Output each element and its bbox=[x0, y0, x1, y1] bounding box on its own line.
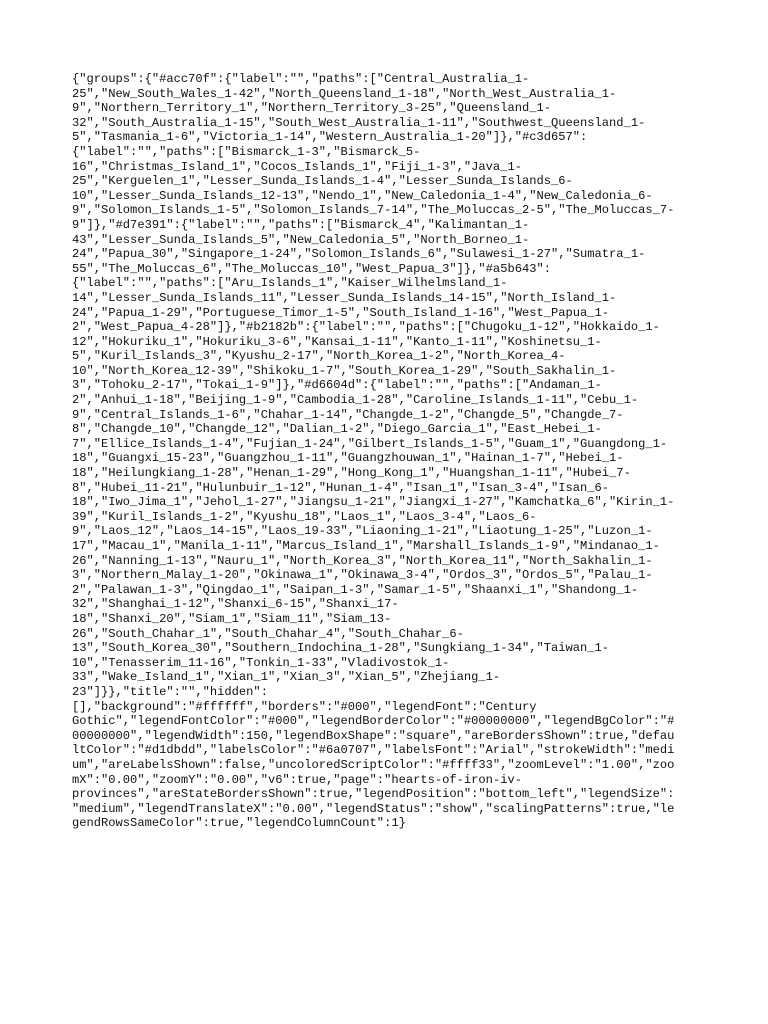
text-line: 32","Shanghai_1-12","Shanxi_6-15","Shanxi_17- bbox=[72, 597, 399, 612]
text-line: 8","Changde_10","Changde_12","Dalian_1-2","Diego_Garcia_1","East_Hebei_1- bbox=[72, 422, 602, 437]
text-line: 9","Northern_Territory_1","Northern_Territory_3-25","Queensland_1- bbox=[72, 101, 551, 116]
text-line: 55","The_Moluccas_6","The_Moluccas_10","West_Papua_3"]},"#a5b643": bbox=[72, 261, 551, 276]
text-line: 2","Anhui_1-18","Beijing_1-9","Cambodia_1-28","Caroline_Islands_1-11","Cebu_1- bbox=[72, 393, 639, 408]
text-line: 32","South_Australia_1-15","South_West_Australia_1-11","Southwest_Queensland_1- bbox=[72, 115, 646, 130]
text-line: [],"background":"#ffffff","borders":"#000","legendFont":"Century bbox=[72, 699, 537, 714]
text-line: 3","Northern_Malay_1-20","Okinawa_1","Okinawa_3-4","Ordos_3","Ordos_5","Palau_1- bbox=[72, 568, 653, 583]
text-line: 7","Ellice_Islands_1-4","Fujian_1-24","Gilbert_Islands_1-5","Guam_1","Guangdong_1- bbox=[72, 436, 668, 451]
text-line: 18","Guangxi_15-23","Guangzhou_1-11","Guangzhouwan_1","Hainan_1-7","Hebei_1- bbox=[72, 451, 624, 466]
text-line: ltColor":"#d1dbdd","labelsColor":"#6a0707","labelsFont":"Arial","strokeWidth":"medi bbox=[72, 743, 675, 758]
text-line: 10","Lesser_Sunda_Islands_12-13","Nendo_1","New_Caledonia_1-4","New_Caledonia_6- bbox=[72, 188, 653, 203]
text-line: 25","Kerguelen_1","Lesser_Sunda_Islands_1-4","Lesser_Sunda_Islands_6- bbox=[72, 174, 573, 189]
text-line: 2","Palawan_1-3","Qingdao_1","Saipan_1-3","Samar_1-5","Shaanxi_1","Shandong_1- bbox=[72, 582, 639, 597]
text-line: um","areLabelsShown":false,"uncoloredScriptColor":"#ffff33","zoomLevel":"1.00","zoo bbox=[72, 757, 675, 772]
text-line: 14","Lesser_Sunda_Islands_11","Lesser_Sunda_Islands_14-15","North_Island_1- bbox=[72, 290, 617, 305]
text-line: 24","Papua_1-29","Portuguese_Timor_1-5","South_Island_1-16","West_Papua_1- bbox=[72, 305, 610, 320]
text-line: 17","Macau_1","Manila_1-11","Marcus_Island_1","Marshall_Islands_1-9","Mindanao_1- bbox=[72, 539, 660, 553]
text-line: mX":"0.00","zoomY":"0.00","v6":true,"page":"hearts-of-iron-iv- bbox=[72, 772, 522, 787]
text-line: 8","Hubei_11-21","Hulunbuir_1-12","Hunan_1-4","Isan_1","Isan_3-4","Isan_6- bbox=[72, 480, 610, 495]
text-line: 9","Solomon_Islands_1-5","Solomon_Islands_7-14","The_Moluccas_2-5","The_Moluccas_7- bbox=[72, 203, 675, 218]
text-line: 5","Kuril_Islands_3","Kyushu_2-17","North_Korea_1-2","North_Korea_4- bbox=[72, 349, 566, 364]
text-line: 5","Tasmania_1-6","Victoria_1-14","Western_Australia_1-20"]},"#c3d657": bbox=[72, 130, 588, 145]
text-line: 10","North_Korea_12-39","Shikoku_1-7","South_Korea_1-29","South_Sakhalin_1- bbox=[72, 363, 617, 378]
text-line: 9","Laos_12","Laos_14-15","Laos_19-33","Liaoning_1-21","Liaotung_1-25","Luzon_1- bbox=[72, 524, 653, 539]
text-line: {"label":"","paths":["Bismarck_1-3","Bismarck_5- bbox=[72, 144, 421, 159]
text-line: 25","New_South_Wales_1-42","North_Queensland_1-18","North_West_Australia_1- bbox=[72, 86, 617, 101]
text-line: 43","Lesser_Sunda_Islands_5","New_Caledonia_5","North_Borneo_1- bbox=[72, 232, 530, 247]
text-line: {"groups":{"#acc70f":{"label":"","paths":["Central_Australia_1- bbox=[72, 72, 530, 86]
text-line: 18","Heilungkiang_1-28","Henan_1-29","Hong_Kong_1","Huangshan_1-11","Hubei_7- bbox=[72, 466, 631, 481]
text-line: gendRowsSameColor":true,"legendColumnCount":1} bbox=[72, 816, 406, 831]
text-line: 2","West_Papua_4-28"]},"#b2182b":{"label":"","paths":["Chugoku_1-12","Hokkaido_1- bbox=[72, 320, 660, 335]
text-line: 39","Kuril_Islands_1-2","Kyushu_18","Laos_1","Laos_3-4","Laos_6- bbox=[72, 509, 537, 524]
text-line: 9","Central_Islands_1-6","Chahar_1-14","Changde_1-2","Changde_5","Changde_7- bbox=[72, 407, 624, 422]
json-text-block bbox=[72, 72, 702, 831]
text-line: 18","Shanxi_20","Siam_1","Siam_11","Siam_13- bbox=[72, 611, 392, 626]
text-line: {"label":"","paths":["Aru_Islands_1","Kaiser_Wilhelmsland_1- bbox=[72, 276, 508, 291]
text-line: 26","Nanning_1-13","Nauru_1","North_Korea_3","North_Korea_11","North_Sakhalin_1- bbox=[72, 553, 653, 568]
text-line: 33","Wake_Island_1","Xian_1","Xian_3","Xian_5","Zhejiang_1- bbox=[72, 670, 501, 685]
text-line: 13","South_Korea_30","Southern_Indochina_1-28","Sungkiang_1-34","Taiwan_1- bbox=[72, 641, 610, 656]
text-line: 18","Iwo_Jima_1","Jehol_1-27","Jiangsu_1-21","Jiangxi_1-27","Kamchatka_6","Kirin_1- bbox=[72, 495, 675, 510]
text-line: 10","Tenasserim_11-16","Tonkin_1-33","Vladivostok_1- bbox=[72, 655, 450, 670]
text-line: 3","Tohoku_2-17","Tokai_1-9"]},"#d6604d":{"label":"","paths":["Andaman_1- bbox=[72, 378, 602, 393]
text-line: 23"]}},"title":"","hidden": bbox=[72, 684, 268, 699]
text-line: 26","South_Chahar_1","South_Chahar_4","South_Chahar_6- bbox=[72, 626, 464, 641]
text-line: "medium","legendTranslateX":"0.00","legendStatus":"show","scalingPatterns":true,"le bbox=[72, 801, 675, 816]
text-line: 16","Christmas_Island_1","Cocos_Islands_1","Fiji_1-3","Java_1- bbox=[72, 159, 522, 174]
text-line: Gothic","legendFontColor":"#000","legendBorderColor":"#00000000","legendBgColor":"# bbox=[72, 714, 675, 729]
text-line: provinces","areStateBordersShown":true,"legendPosition":"bottom_left","legendSize": bbox=[72, 787, 675, 802]
text-line: 24","Papua_30","Singapore_1-24","Solomon_Islands_6","Sulawesi_1-27","Sumatra_1- bbox=[72, 247, 646, 262]
text-line: 9"]},"#d7e391":{"label":"","paths":["Bismarck_4","Kalimantan_1- bbox=[72, 217, 530, 232]
text-line: 12","Hokuriku_1","Hokuriku_3-6","Kansai_1-11","Kanto_1-11","Koshinetsu_1- bbox=[72, 334, 602, 349]
text-line: 00000000","legendWidth":150,"legendBoxShape":"square","areBordersShown":true,"defau bbox=[72, 728, 675, 743]
